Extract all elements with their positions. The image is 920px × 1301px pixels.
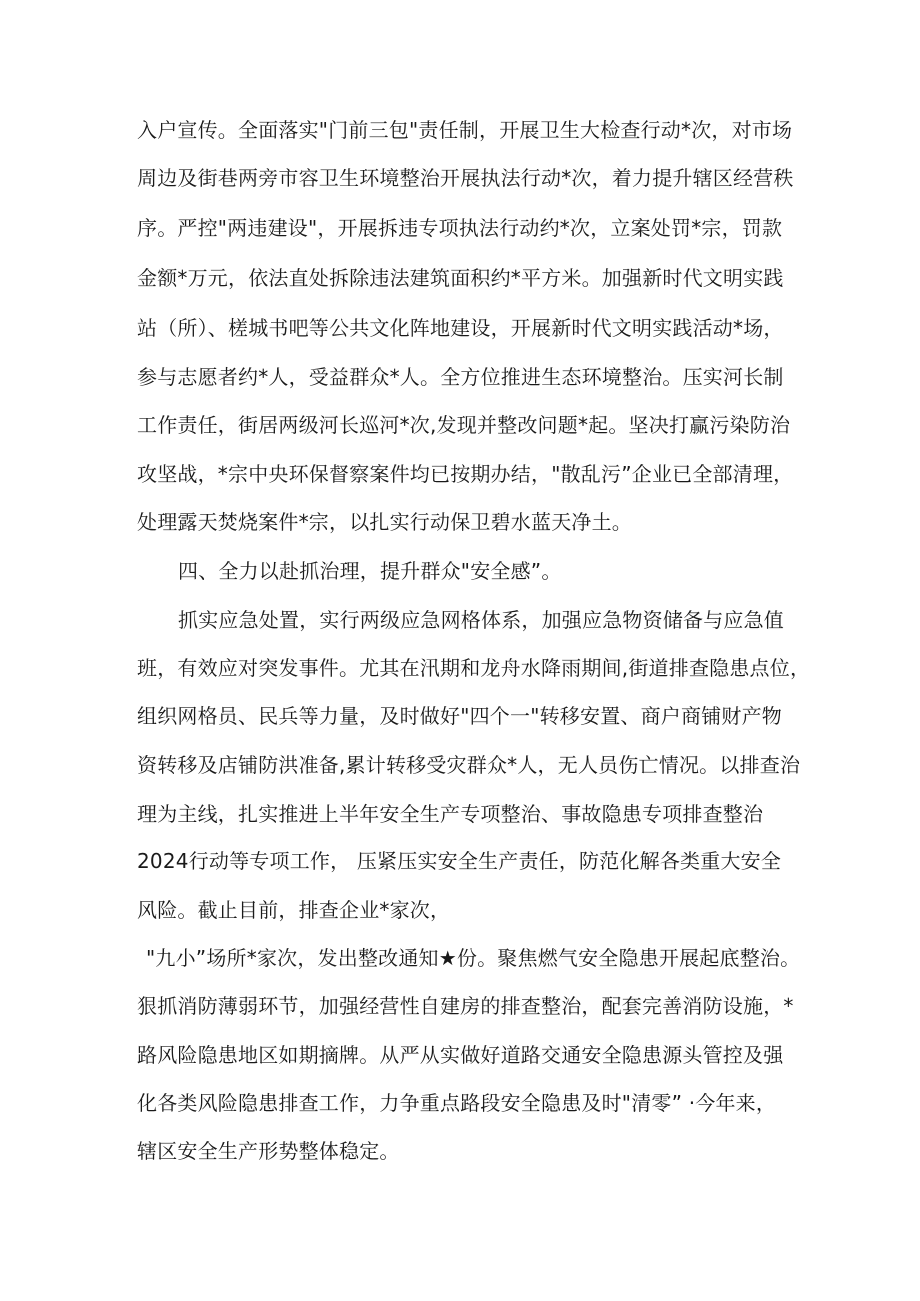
text-line: 金额*万元，依法直处拆除违法建筑面积约*平方米。加强新时代文明实践 xyxy=(137,266,784,290)
text-line: 站（所）、槎城书吧等公共文化阵地建设，开展新时代文明实践活动*场， xyxy=(137,316,784,340)
text-line: 2024行动等专项工作， 压紧压实安全生产责任，防范化解各类重大安全 xyxy=(137,849,782,873)
section-heading: 四、全力以赴抓治理，提升群众"安全感”。 xyxy=(178,559,562,583)
text-line: 班，有效应对突发事件。尤其在汛期和龙舟水降雨期间,街道排查隐患点位， xyxy=(137,656,811,680)
text-line: 处理露天焚烧案件*宗，以扎实行动保卫碧水蓝天净土。 xyxy=(137,510,632,534)
text-line: 狠抓消防薄弱环节，加强经营性自建房的排查整治，配套完善消防设施，* xyxy=(137,994,794,1018)
text-line: 抓实应急处置，实行两级应急网格体系，加强应急物资储备与应急值 xyxy=(178,608,784,632)
text-line: 化各类风险隐患排查工作，力争重点路段安全隐患及时"清零” ·今年来， xyxy=(137,1091,777,1115)
text-line: 路风险隐患地区如期摘牌。从严从实做好道路交通安全隐患源头管控及强 xyxy=(137,1043,784,1067)
text-line: 风险。截止目前，排查企业*家次， xyxy=(137,898,451,922)
text-line: 周边及街巷两旁市容卫生环境整治开展执法行动*次，着力提升辖区经营秩 xyxy=(137,166,794,190)
text-line: 参与志愿者约*人，受益群众*人。全方位推进生态环境整治。压实河长制 xyxy=(137,365,784,389)
text-line: "九小”场所*家次，发出整改通知★份。聚焦燃气安全隐患开展起底整治。 xyxy=(146,946,801,970)
text-line: 理为主线，扎实推进上半年安全生产专项整治、事故隐患专项排查整治 xyxy=(137,802,764,826)
text-line: 工作责任，街居两级河长巡河*次,发现并整改问题*起。坚决打赢污染防治 xyxy=(137,413,791,437)
text-line: 组织网格员、民兵等力量，及时做好"四个一"转移安置、商户商铺财产物 xyxy=(137,704,782,728)
text-line: 资转移及店铺防洪准备,累计转移受灾群众*人，无人员伤亡情况。以排查治 xyxy=(137,753,801,777)
text-line: 序。严控"两违建设"，开展拆违专项执法行动约*次，立案处罚*宗，罚款 xyxy=(137,216,783,240)
text-line: 攻坚战，*宗中央环保督察案件均已按期办结，"散乱污”企业已全部清理， xyxy=(137,462,794,486)
text-line: 入户宣传。全面落实"门前三包"责任制，开展卫生大检查行动*次，对市场 xyxy=(137,118,793,142)
text-line: 辖区安全生产形势整体稳定。 xyxy=(137,1139,400,1163)
